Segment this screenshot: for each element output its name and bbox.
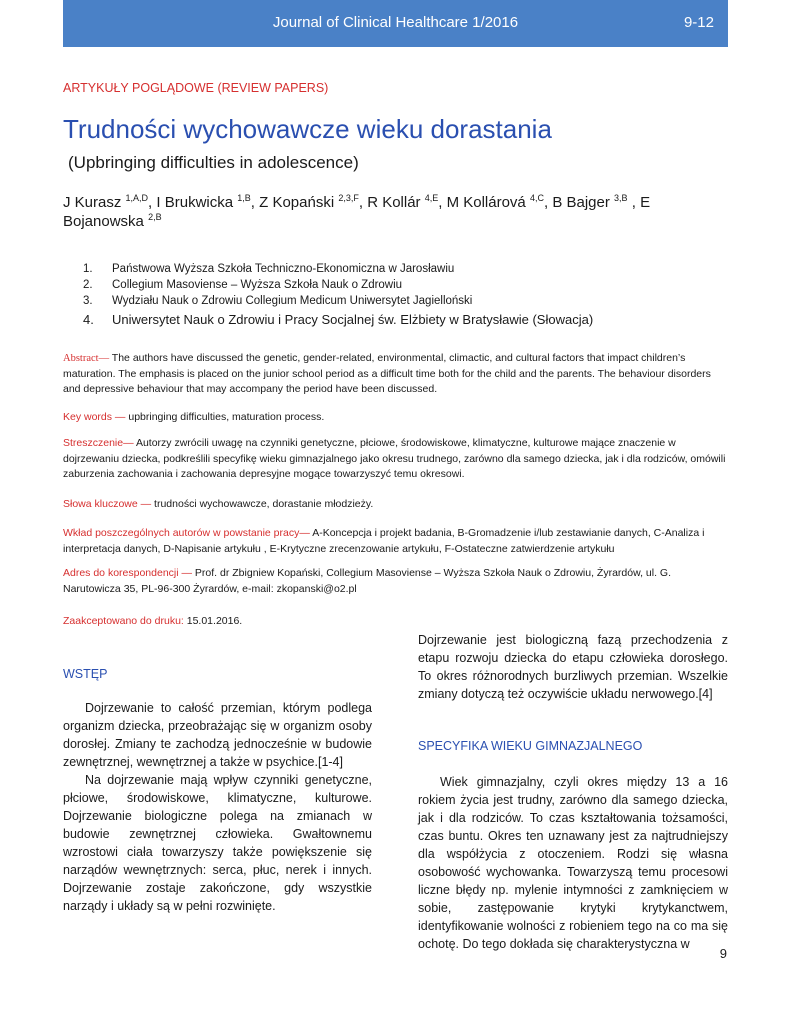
- keywords-label: Key words —: [63, 411, 126, 423]
- author-contributions-text: A-Koncepcja i projekt badania, B-Gromadzenie i/lub zestawianie danych, C-Analiza i interpretacja danych, D-Napisanie artykułu , E-Krytyczne zrecenzowanie artykułu, F-Ostateczne zatwierdzenie artykułu: [63, 527, 705, 555]
- right-column: [418, 773, 728, 953]
- author-affiliation: 4,E: [424, 193, 439, 203]
- author-affiliation: 1,A,D: [125, 193, 149, 203]
- paragraph: Wiek gimnazjalny, czyli okres między 13 a 16 rokiem życia jest trudny, zarówno dla samego dziecka, jak i dla rodziców. To czas kształtowania tożsamości, czas buntu. Okres ten uznawany jest za najtrudniejszy dla współżycia z otoczeniem. Rodzi się własna osobowość wychowanka. Towarzyszą temu procesowi liczne błędy np. mylenie intymności z zamknięciem w sobie, zastępowanie krytyki krytykanctwem, identyfikowanie wolności z robieniem tego na co ma się ochotę. Do tego dokłada się charakterystyczna w: [418, 775, 728, 951]
- keywords-text: upbringing difficulties, maturation process.: [125, 411, 325, 423]
- right-column-intro: [418, 631, 728, 703]
- article-title: Trudności wychowawcze wieku dorastania: [63, 114, 552, 144]
- streszczenie: [63, 436, 728, 483]
- correspondence-label: Adres do korespondencji —: [63, 567, 192, 579]
- accepted-label: Zaakceptowano do druku:: [63, 615, 184, 627]
- author-affiliation: 2,B: [148, 212, 162, 222]
- section-label: ARTYKUŁY POGLĄDOWE (REVIEW PAPERS): [63, 81, 329, 95]
- author-affiliation: 1,B: [237, 193, 251, 203]
- affiliation-item: 4. Uniwersytet Nauk o Zdrowiu i Pracy Socjalnej św. Elżbiety w Bratysławie (Słowacja): [83, 312, 594, 327]
- author-name: R Kollár: [367, 194, 421, 211]
- author-name: E Bojanowska: [63, 194, 651, 230]
- author-name: I Brukwicka: [156, 194, 234, 211]
- accepted-text: 15.01.2016.: [183, 615, 243, 627]
- author-name: B Bajger: [552, 194, 610, 211]
- author-list: J Kurasz $^{1,A,D}$, I Brukwicka $^{1,B}$, Z Kopański $^{2,3,F}$, R Kollár $^{4,E}$, M Kollárová $^{4,C}$, B Bajger $^{3,B}$ , E Bojanowska $^{2,B}$: [63, 193, 651, 230]
- journal-name: Journal of Clinical Healthcare 1/2016: [272, 14, 519, 31]
- page-number: 9: [719, 946, 727, 961]
- author-affiliation: 2,3,F: [338, 193, 359, 203]
- author-name: M Kollárová: [446, 194, 526, 211]
- correspondence-address: [63, 566, 728, 597]
- paragraph: Dojrzewanie jest biologiczną fazą przechodzenia z etapu rozwoju dziecka do etapu człowieka dorosłego. To okres różnorodnych burzliwych przemian. Wszelkie zmiany dotyczą też oczywiście układu nerwowego.[4]: [418, 633, 728, 701]
- author-contributions-label: Wkład poszczególnych autorów w powstanie pracy—: [63, 527, 310, 539]
- affiliation-item: 2. Collegium Masoviense – Wyższa Szkoła Nauk o Zdrowiu: [83, 279, 403, 291]
- affiliation-list: [63, 261, 728, 329]
- paragraph: Na dojrzewanie mają wpływ czynniki genetyczne, płciowe, środowiskowe, klimatyczne, kulturowe. Dojrzewanie biologiczne polega na zmianach w budowie zewnętrznej człowieka. Gwałtownemu wzrostowi ciała towarzyszy także powiększenie się narządów wewnętrznych: serca, płuc, nerek i innych. Dojrzewanie zostaje zakończone, gdy wszystkie narządy i układy są w pełni rozwinięte.: [63, 773, 372, 913]
- accepted-date: [63, 614, 728, 630]
- slowa-kluczowe: [63, 497, 728, 513]
- abstract-text: The authors have discussed the genetic, gender-related, environmental, climactic, and cultural factors that impact children’s maturation. The emphasis is placed on the junior school period as a difficult time both for the child and the parents. The behaviour disorders and depressive behaviour that may accompany the period have been discussed.: [63, 352, 711, 395]
- affiliation-item: 3. Wydziału Nauk o Zdrowiu Collegium Medicum Uniwersytet Jagielloński: [83, 295, 473, 307]
- streszczenie-label: Streszczenie—: [63, 437, 134, 449]
- author-contributions: [63, 526, 728, 557]
- section-heading-specyfika: SPECYFIKA WIEKU GIMNAZJALNEGO: [418, 739, 643, 753]
- left-column: [63, 699, 372, 915]
- article-subtitle: (Upbringing difficulties in adolescence): [68, 153, 359, 172]
- slowa-kluczowe-text: trudności wychowawcze, dorastanie młodzieży.: [151, 498, 374, 510]
- page-range: 9-12: [683, 14, 714, 31]
- affiliation-item: 1. Państwowa Wyższa Szkoła Techniczno-Ekonomiczna w Jarosławiu: [83, 263, 455, 275]
- keywords: [63, 410, 728, 426]
- correspondence-text: Prof. dr Zbigniew Kopański, Collegium Masoviense – Wyższa Szkoła Nauk o Zdrowiu, Żyrardów, ul. G. Narutowicza 35, PL-96-300 Żyrardów, e-mail: zkopanski@o2.pl: [63, 567, 672, 595]
- journal-header-bar: [63, 0, 728, 47]
- streszczenie-text: Autorzy zwrócili uwagę na czynniki genetyczne, płciowe, środowiskowe, klimatyczne, kulturowe mające znaczenie w dojrzewaniu dziecka, podkreślili specyfikę wieku gimnazjalnego jako okresu trudnego, zarówno dla samego dziecka, jak i dla rodziców, omówili zaburzenia zachowania i zachowania depresyjne mogące towarzyszyć temu okresowi.: [63, 437, 726, 480]
- author-name: J Kurasz: [63, 194, 122, 211]
- paragraph: Dojrzewanie to całość przemian, którym podlega organizm dziecka, przeobrażając się w organizm osoby dorosłej. Zmiany te zachodzą jednocześnie w budowie zewnętrznej, wewnętrznej a także w psychice.[1-4]: [63, 701, 372, 769]
- abstract-label: Abstract—: [63, 353, 110, 364]
- author-name: Z Kopański: [259, 194, 335, 211]
- slowa-kluczowe-label: Słowa kluczowe —: [63, 498, 152, 510]
- author-affiliation: 4,C: [529, 193, 544, 203]
- author-affiliation: 3,B: [614, 193, 628, 203]
- section-heading-wstep: WSTĘP: [63, 667, 108, 681]
- abstract: [63, 351, 728, 398]
